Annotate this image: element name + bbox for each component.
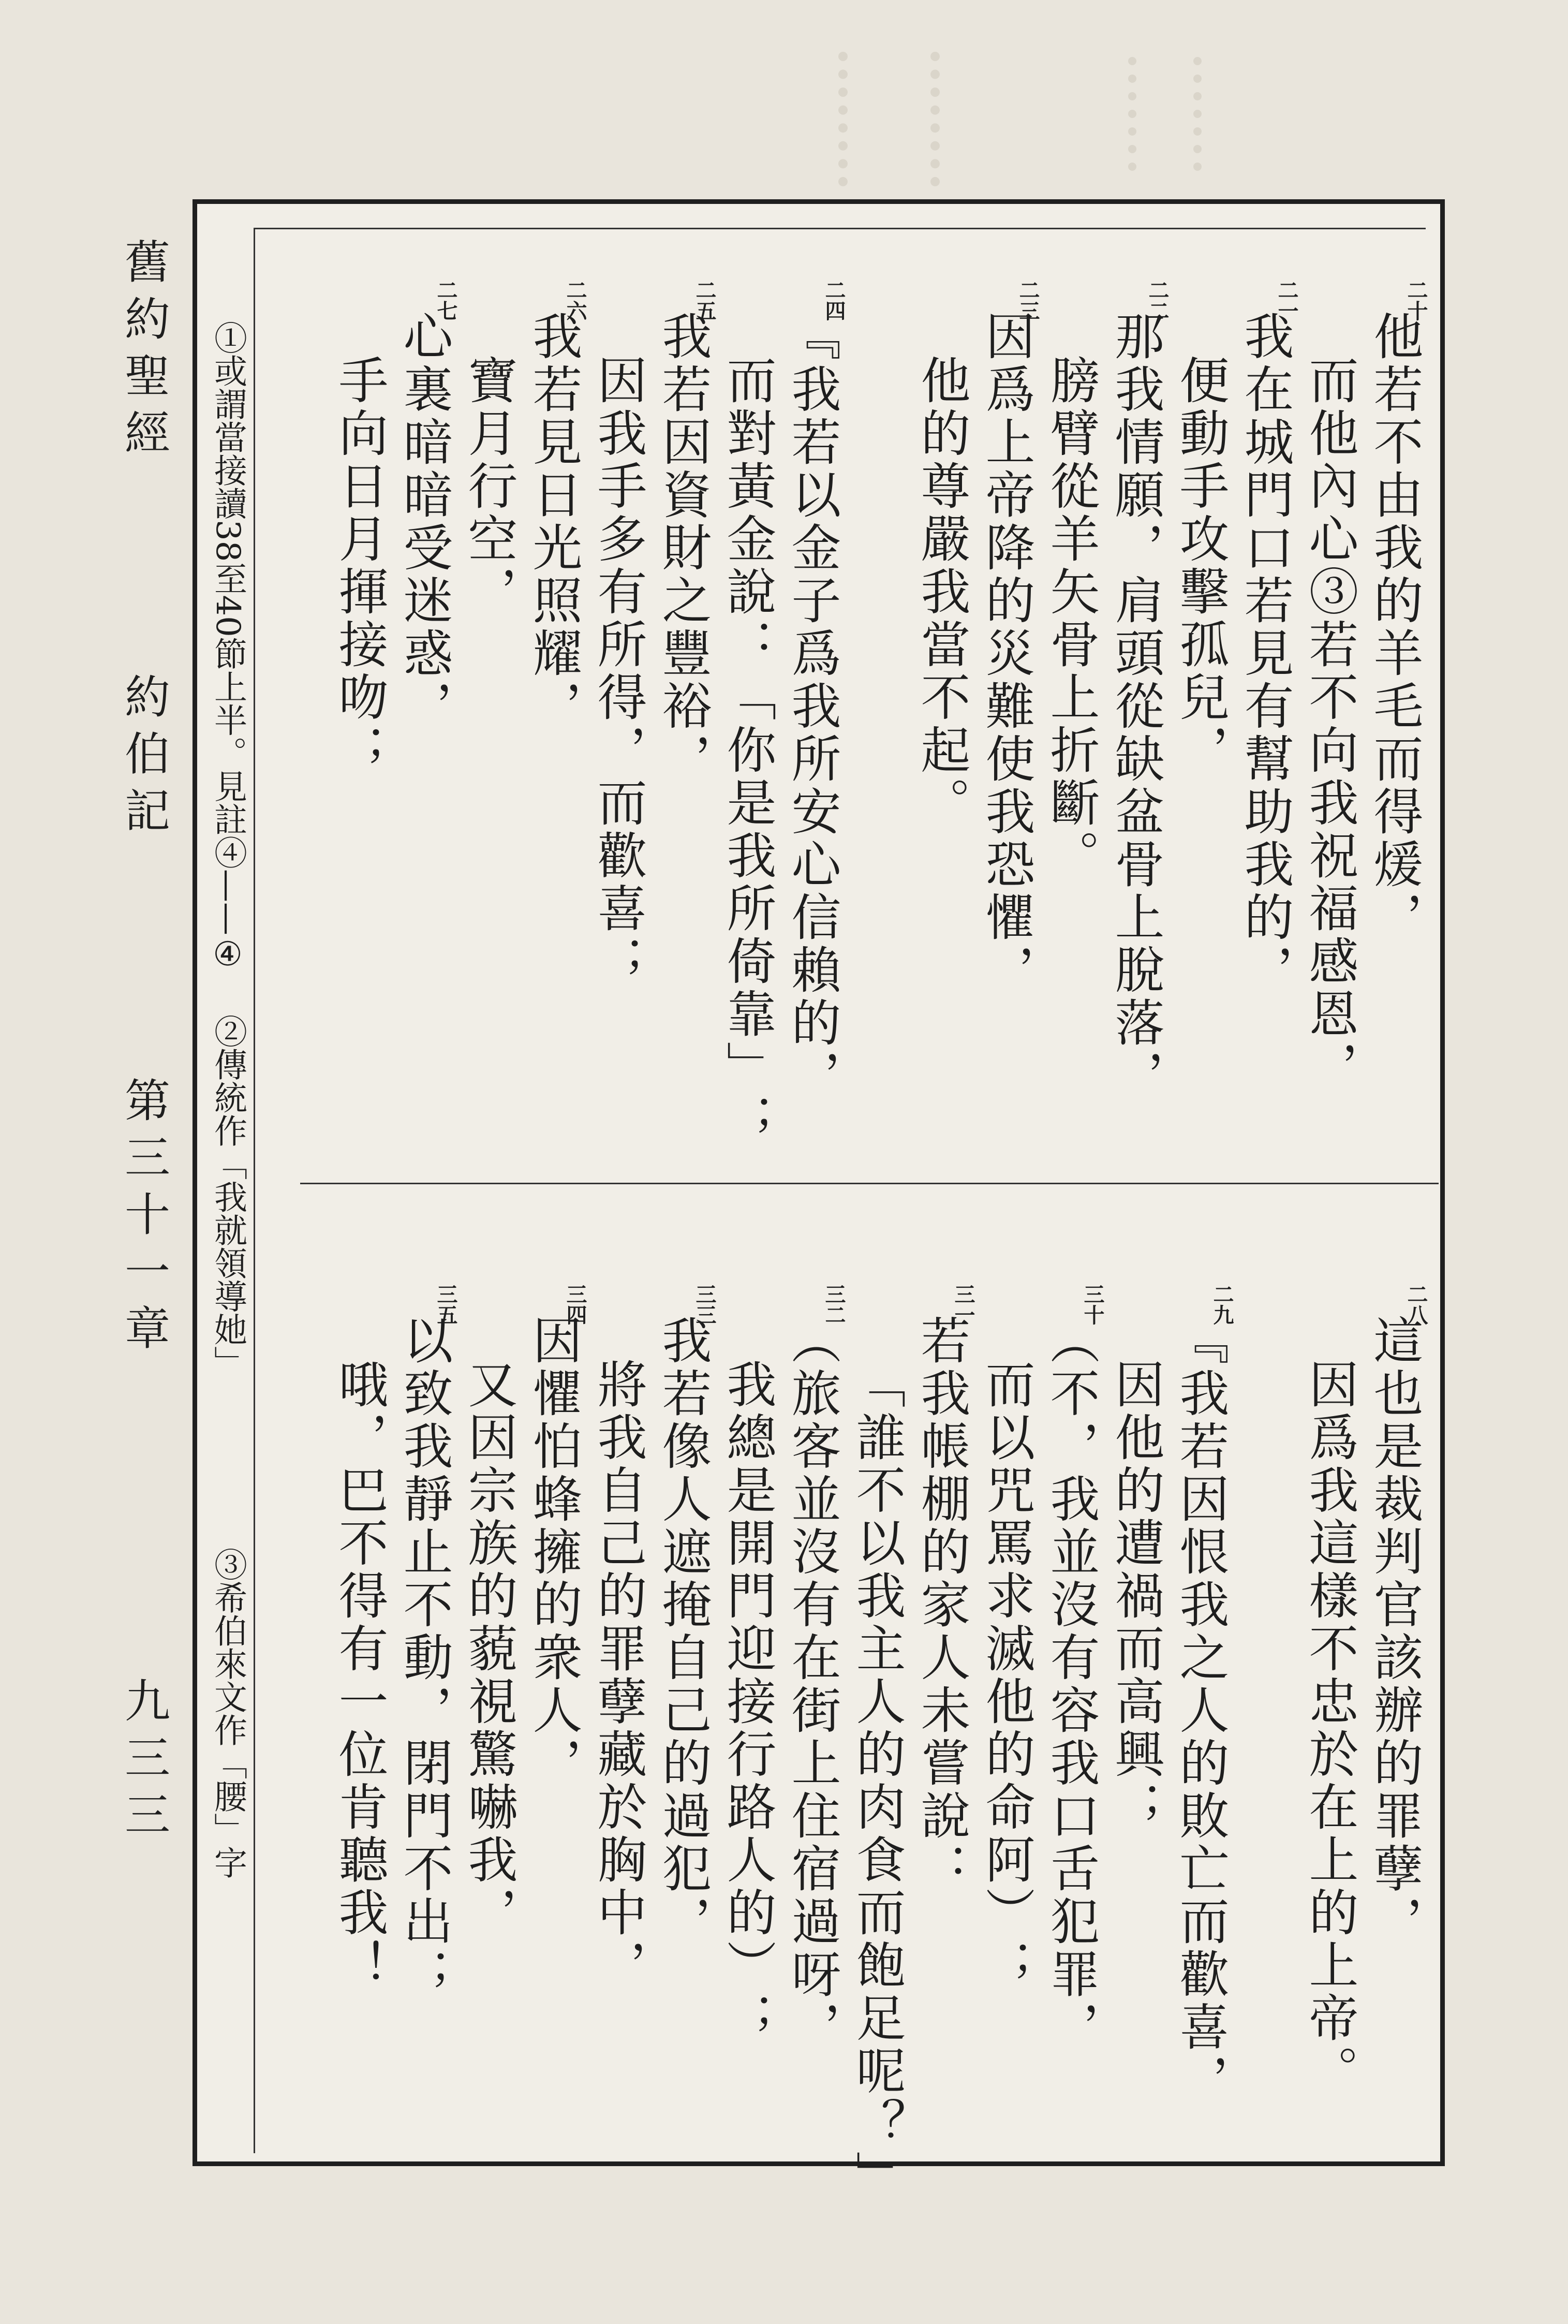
section-title: 約伯記 [117,673,171,844]
lower-line: 我總是開門迎接行路人的）； [719,1359,777,2045]
verse-number: 二二 [1145,280,1170,321]
lower-line: 哦，巴不得有一位肯聽我！ [331,1359,389,1992]
lower-line: 又因宗族的藐視驚嚇我， [460,1359,518,1939]
verse-number: 三三 [692,1284,717,1325]
lower-line: 將我自己的罪孽藏於胸中， [589,1359,647,1992]
lower-line: （不，我並沒有容我口舌犯罪， [1042,1315,1100,2054]
verse-number: 二三 [1016,280,1040,321]
upper-line: 便動手攻擊孤兒， [1172,355,1230,777]
verse-number: 三一 [951,1284,975,1325]
lower-line: （旅客並沒有在街上住宿過呀， [783,1315,841,2054]
verse-number: 二九 [1210,1284,1234,1325]
upper-line: 我若因資財之豐裕， [654,311,712,786]
book-title: 舊約聖經 [117,238,171,466]
upper-line: 他的尊嚴我當不起。 [913,355,971,830]
verse-number: 二八 [1404,1284,1428,1325]
upper-line: 而他內心③若不向我祝福感恩， [1301,355,1359,1094]
upper-line: 而對黃金說：「你是我所倚靠」； [719,355,777,1146]
verse-number: 三十 [1081,1284,1105,1325]
verse-number: 三二 [822,1284,846,1325]
page-number: 九三三 [117,1677,171,1848]
upper-line: 心裏暗暗受迷惑， [395,311,453,733]
lower-line: 「誰不以我主人的肉食而飽足呢？」 [848,1359,906,2203]
upper-line: 『我若以金子爲我所安心信賴的， [783,311,841,1102]
verse-number: 二十 [1404,280,1428,321]
lower-line: 這也是裁判官該辦的罪孽， [1366,1315,1424,1948]
verse-number: 二一 [1275,280,1299,321]
upper-line: 膀臂從羊矢骨上折斷。 [1042,355,1100,882]
upper-line: 那我情願，肩頭從缺盆骨上脫落， [1107,311,1165,1102]
upper-line: 我在城門口若見有幫助我的， [1236,311,1294,997]
lower-line: 我若像人遮掩自己的過犯， [654,1315,712,1948]
lower-line: 以致我靜止不動，閉門不出； [395,1315,453,2001]
verse-number: 二六 [563,280,587,321]
lower-line: 若我帳棚的家人未嘗說： [913,1315,971,1895]
upper-line: 他若不由我的羊毛而得煖， [1366,311,1424,944]
verse-number: 二七 [434,280,458,321]
verse-number: 二五 [692,280,717,321]
upper-line: 寶月行空， [460,355,518,619]
upper-line: 我若見日光照耀， [525,311,583,733]
upper-line: 因我手多有所得，而歡喜； [589,355,647,988]
footnote-2: ②傳統作「我就領導她」 [209,1014,247,1379]
verse-number: 三四 [563,1284,587,1325]
lower-line: 因他的遭禍而高興； [1107,1359,1165,1834]
lower-line: 因懼怕蜂擁的衆人， [525,1315,583,1790]
bleed-through-mark [1128,57,1202,171]
chapter-title: 第三十一章 [117,1077,171,1361]
verse-number: 二四 [822,280,846,321]
bleed-through-mark [838,52,940,186]
verse-number: 三五 [434,1284,458,1325]
middle-rule [300,1183,1439,1184]
lower-line: 而以咒罵求滅他的命阿）； [978,1359,1036,1992]
footnote-1: ①或謂當接讀38至40節上半。見註④——④ [209,321,247,974]
upper-line: 手向日月揮接吻； [331,355,389,777]
footnote-3: ③希伯來文作「腰」字 [209,1548,247,1879]
lower-line: 因爲我這樣不忠於在上的上帝。 [1301,1359,1359,2098]
upper-line: 因爲上帝降的災難使我恐懼， [978,311,1036,997]
lower-line: 『我若因恨我之人的敗亡而歡喜， [1172,1315,1230,2107]
